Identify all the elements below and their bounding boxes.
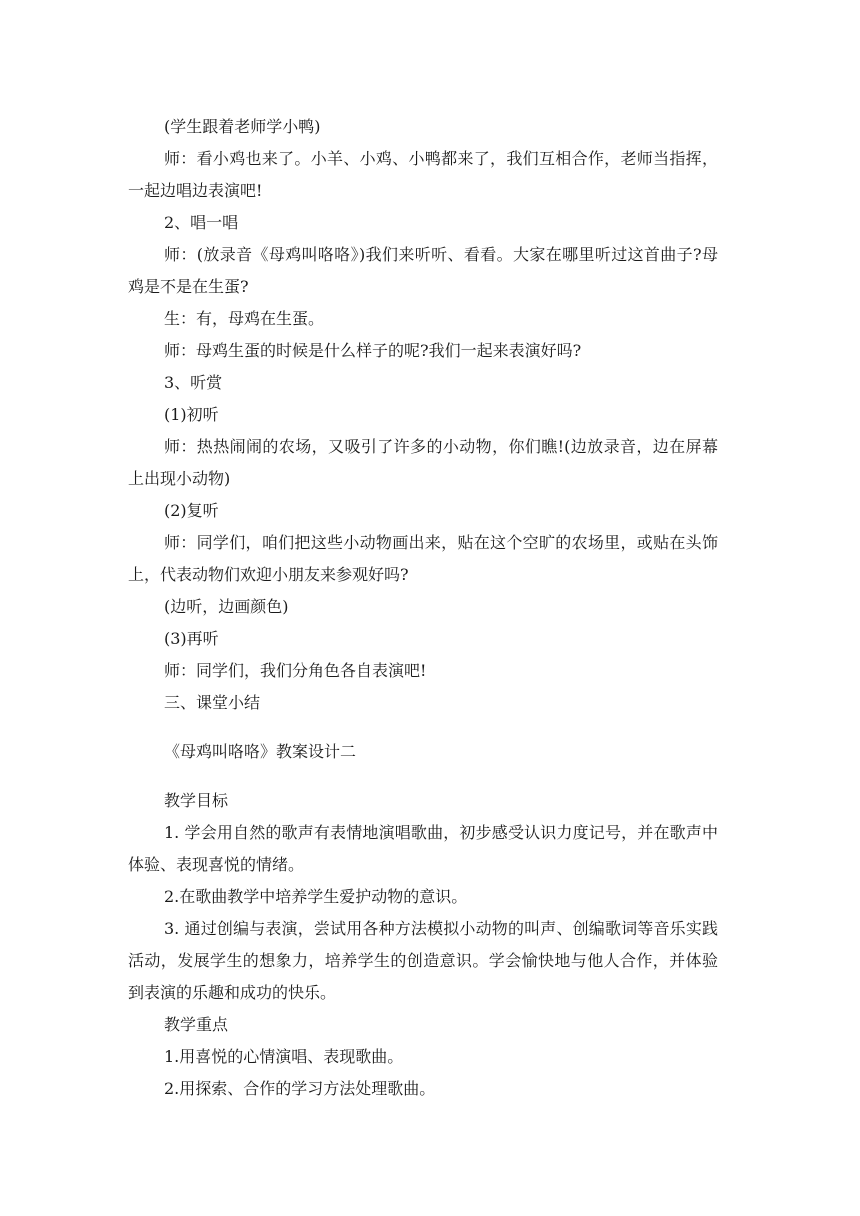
paragraph: 3. 通过创编与表演，尝试用各种方法模拟小动物的叫声、创编歌词等音乐实践活动，发展学生的想象力，培养学生的创造意识。学会愉快地与他人合作，并体验到表演的乐趣和成功的快乐。 [128,919,718,1002]
paragraph: 教学重点 [164,1015,229,1034]
section-gap [128,768,718,785]
document-body [128,111,718,1105]
paragraph: 生：有，母鸡在生蛋。 [164,309,325,328]
paragraph: (学生跟着老师学小鸭) [164,117,321,136]
paragraph: 三、课堂小结 [164,693,261,712]
paragraph: (2)复听 [164,501,219,520]
paragraph: 师：(放录音《母鸡叫咯咯》)我们来听听、看看。大家在哪里听过这首曲子?母鸡是不是在生蛋? [128,245,718,296]
paragraph: 师：看小鸡也来了。小羊、小鸡、小鸭都来了，我们互相合作，老师当指挥，一起边唱边表演吧! [128,149,718,200]
paragraph: (1)初听 [164,405,219,424]
paragraph: 2.在歌曲教学中培养学生爱护动物的意识。 [164,887,468,906]
paragraph: 师：热热闹闹的农场，又吸引了许多的小动物，你们瞧!(边放录音，边在屏幕上出现小动物) [128,437,718,488]
paragraph: 2.用探索、合作的学习方法处理歌曲。 [164,1079,436,1098]
section-title: 《母鸡叫咯咯》教案设计二 [164,742,357,761]
paragraph: (3)再听 [164,629,219,648]
paragraph: (边听，边画颜色) [164,597,289,616]
paragraph: 师：同学们，咱们把这些小动物画出来，贴在这个空旷的农场里，或贴在头饰上，代表动物们欢迎小朋友来参观好吗? [128,533,718,584]
section-gap [128,719,718,736]
paragraph: 1. 学会用自然的歌声有表情地演唱歌曲，初步感受认识力度记号，并在歌声中体验、表现喜悦的情绪。 [128,823,718,874]
paragraph: 师：同学们，我们分角色各自表演吧! [164,661,427,680]
paragraph: 教学目标 [164,791,229,810]
paragraph: 3、听赏 [164,373,223,392]
paragraph: 2、唱一唱 [164,213,239,232]
paragraph: 1.用喜悦的心情演唱、表现歌曲。 [164,1047,404,1066]
paragraph: 师：母鸡生蛋的时候是什么样子的呢?我们一起来表演好吗? [164,341,582,360]
